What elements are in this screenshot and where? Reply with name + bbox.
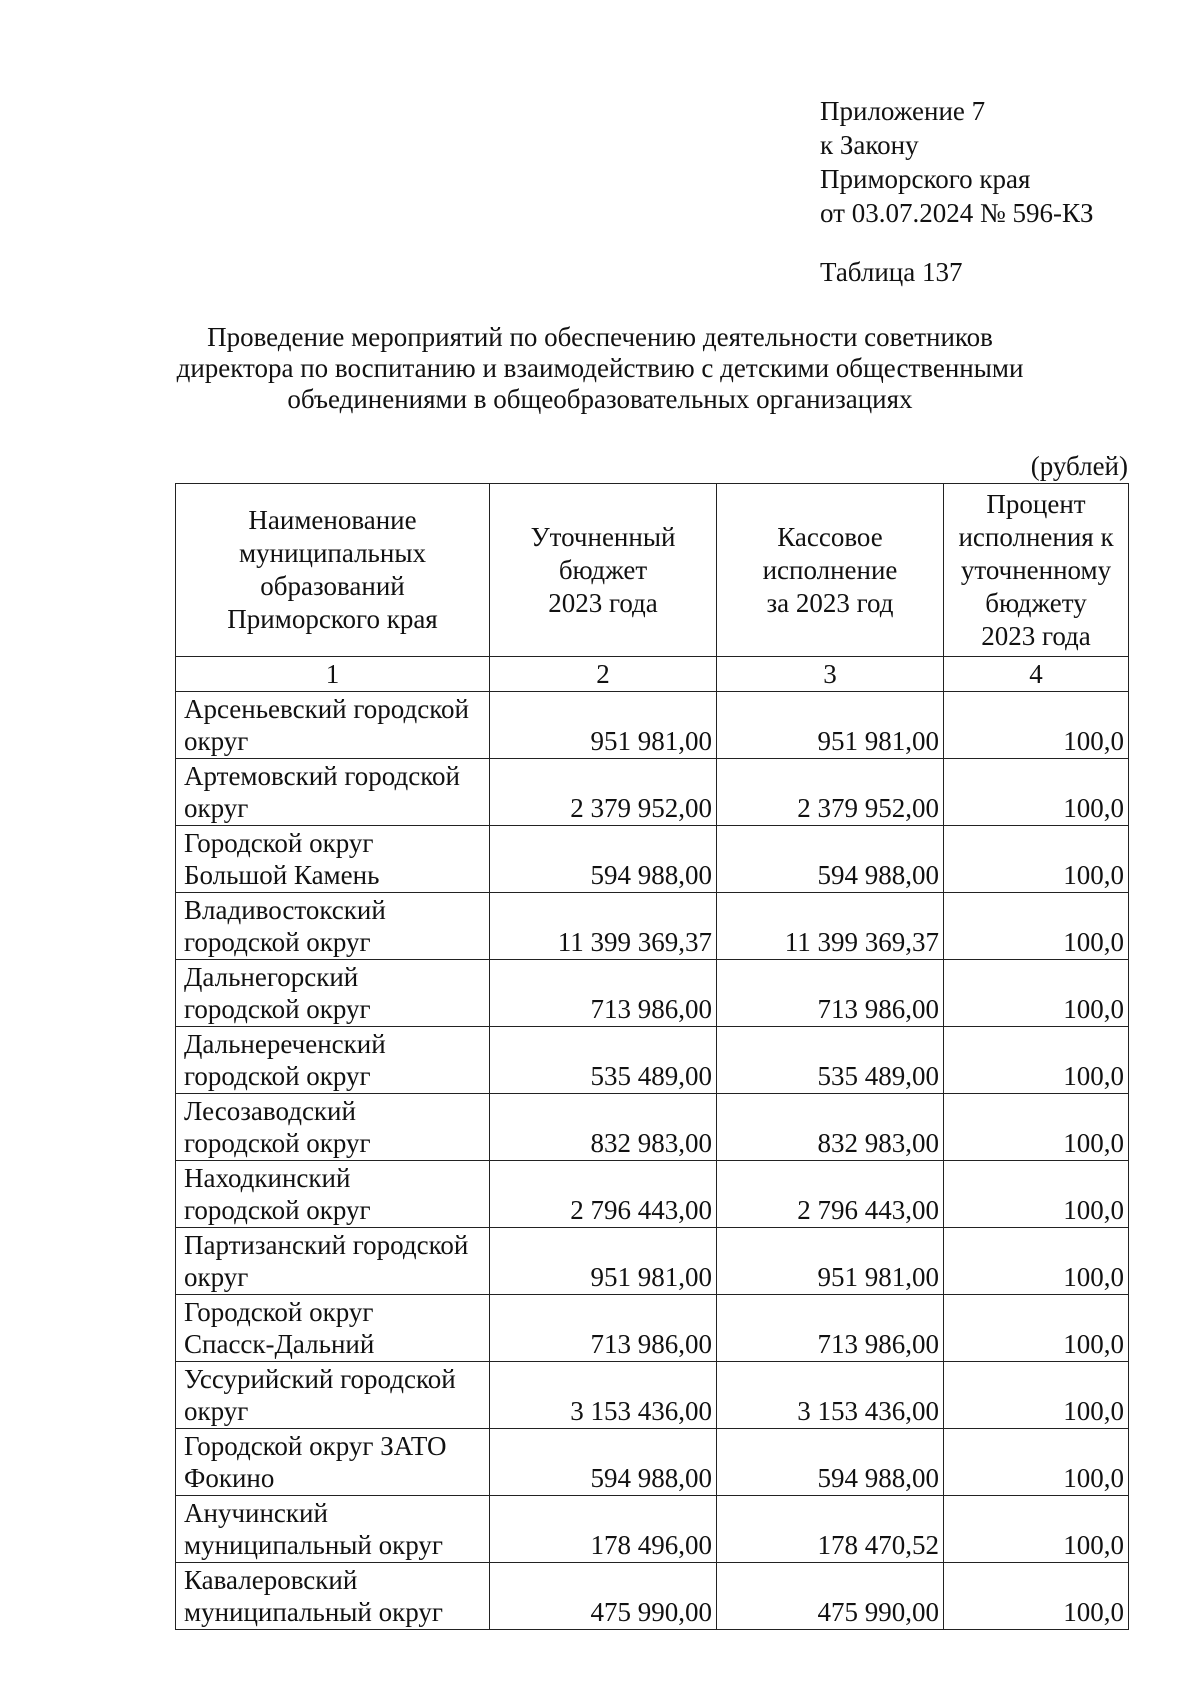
document-title — [150, 322, 1050, 415]
percent-value: 100,0 — [944, 1496, 1129, 1563]
budget-value: 951 981,00 — [490, 692, 717, 759]
table-row — [176, 1295, 1129, 1362]
execution-value: 713 986,00 — [717, 960, 944, 1027]
municipality-name: Арсеньевский городской округ — [176, 692, 490, 759]
header-percent: Процент исполнения к уточненному бюджету 2023 года — [944, 484, 1129, 657]
municipality-name: Лесозаводский городской округ — [176, 1094, 490, 1161]
header-budget: Уточненный бюджет 2023 года — [490, 484, 717, 657]
column-number-row — [176, 657, 1129, 692]
municipality-name: Владивостокский городской округ — [176, 893, 490, 960]
column-number: 2 — [490, 657, 717, 692]
table-row — [176, 1161, 1129, 1228]
municipality-name: Дальнегорский городской округ — [176, 960, 490, 1027]
table-row — [176, 759, 1129, 826]
title-line: директора по воспитанию и взаимодействию с детскими общественными — [176, 353, 1024, 383]
percent-value: 100,0 — [944, 960, 1129, 1027]
appendix-line: от 03.07.2024 № 596-КЗ — [820, 198, 1094, 228]
column-number: 4 — [944, 657, 1129, 692]
budget-value: 178 496,00 — [490, 1496, 717, 1563]
title-line: Проведение мероприятий по обеспечению деятельности советников — [207, 322, 993, 352]
budget-value: 594 988,00 — [490, 826, 717, 893]
budget-value: 713 986,00 — [490, 960, 717, 1027]
header-execution: Кассовое исполнение за 2023 год — [717, 484, 944, 657]
table-row — [176, 692, 1129, 759]
execution-value: 475 990,00 — [717, 1563, 944, 1630]
table-row — [176, 1563, 1129, 1630]
execution-value: 951 981,00 — [717, 1228, 944, 1295]
municipality-name: Анучинский муниципальный округ — [176, 1496, 490, 1563]
execution-value: 951 981,00 — [717, 692, 944, 759]
municipality-name: Находкинский городской округ — [176, 1161, 490, 1228]
municipality-name: Партизанский городской округ — [176, 1228, 490, 1295]
table-row — [176, 1228, 1129, 1295]
budget-value: 2 379 952,00 — [490, 759, 717, 826]
execution-value: 2 379 952,00 — [717, 759, 944, 826]
budget-value: 3 153 436,00 — [490, 1362, 717, 1429]
municipality-name: Кавалеровский муниципальный округ — [176, 1563, 490, 1630]
percent-value: 100,0 — [944, 1161, 1129, 1228]
execution-value: 178 470,52 — [717, 1496, 944, 1563]
execution-value: 832 983,00 — [717, 1094, 944, 1161]
table-header-row — [176, 484, 1129, 657]
percent-value: 100,0 — [944, 1027, 1129, 1094]
percent-value: 100,0 — [944, 1429, 1129, 1496]
appendix-line: Приложение 7 — [820, 96, 986, 126]
percent-value: 100,0 — [944, 692, 1129, 759]
column-number: 3 — [717, 657, 944, 692]
title-line: объединениями в общеобразовательных организациях — [287, 384, 913, 414]
municipality-name: Городской округ Спасск-Дальний — [176, 1295, 490, 1362]
execution-value: 3 153 436,00 — [717, 1362, 944, 1429]
unit-label: (рублей) — [1030, 451, 1128, 481]
percent-value: 100,0 — [944, 1362, 1129, 1429]
execution-value: 535 489,00 — [717, 1027, 944, 1094]
percent-value: 100,0 — [944, 1094, 1129, 1161]
table-number: Таблица 137 — [820, 257, 963, 287]
municipality-name: Городской округ Большой Камень — [176, 826, 490, 893]
municipality-name: Уссурийский городской округ — [176, 1362, 490, 1429]
percent-value: 100,0 — [944, 1563, 1129, 1630]
municipality-name: Городской округ ЗАТО Фокино — [176, 1429, 490, 1496]
table-row — [176, 826, 1129, 893]
budget-value: 11 399 369,37 — [490, 893, 717, 960]
table-row — [176, 1027, 1129, 1094]
table-row — [176, 1429, 1129, 1496]
execution-value: 594 988,00 — [717, 826, 944, 893]
appendix-block — [820, 94, 1093, 230]
budget-value: 475 990,00 — [490, 1563, 717, 1630]
table-row — [176, 893, 1129, 960]
percent-value: 100,0 — [944, 826, 1129, 893]
budget-value: 594 988,00 — [490, 1429, 717, 1496]
table-row — [176, 1496, 1129, 1563]
execution-value: 11 399 369,37 — [717, 893, 944, 960]
municipality-name: Дальнереченский городской округ — [176, 1027, 490, 1094]
appendix-line: к Закону — [820, 130, 919, 160]
appendix-line: Приморского края — [820, 164, 1031, 194]
percent-value: 100,0 — [944, 759, 1129, 826]
table-row — [176, 1362, 1129, 1429]
table-row — [176, 1094, 1129, 1161]
budget-value: 832 983,00 — [490, 1094, 717, 1161]
percent-value: 100,0 — [944, 1228, 1129, 1295]
execution-value: 594 988,00 — [717, 1429, 944, 1496]
percent-value: 100,0 — [944, 893, 1129, 960]
column-number: 1 — [176, 657, 490, 692]
percent-value: 100,0 — [944, 1295, 1129, 1362]
execution-value: 713 986,00 — [717, 1295, 944, 1362]
table-row — [176, 960, 1129, 1027]
budget-value: 535 489,00 — [490, 1027, 717, 1094]
budget-value: 2 796 443,00 — [490, 1161, 717, 1228]
budget-table — [175, 483, 1129, 1630]
header-municipality: Наименование муниципальных образований Приморского края — [176, 484, 490, 657]
execution-value: 2 796 443,00 — [717, 1161, 944, 1228]
budget-value: 713 986,00 — [490, 1295, 717, 1362]
municipality-name: Артемовский городской округ — [176, 759, 490, 826]
budget-value: 951 981,00 — [490, 1228, 717, 1295]
